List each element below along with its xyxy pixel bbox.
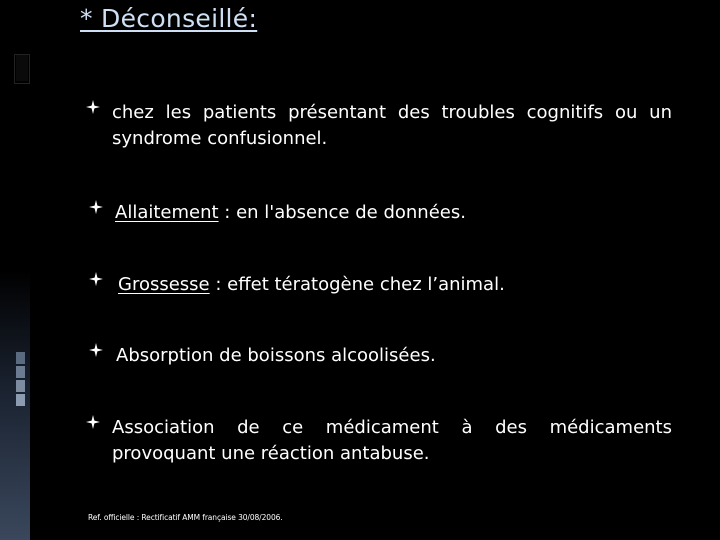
strip-block-1 bbox=[16, 352, 25, 364]
bullet-underlined-term: Allaitement bbox=[115, 202, 219, 223]
four-point-star-icon bbox=[86, 100, 100, 114]
strip-block-3 bbox=[16, 380, 25, 392]
four-point-star-icon bbox=[86, 415, 100, 429]
four-point-star-icon bbox=[89, 200, 103, 214]
bullet-breastfeeding bbox=[115, 200, 675, 226]
four-point-star-icon bbox=[89, 343, 103, 357]
bullet-cognitive-troubles bbox=[112, 100, 672, 152]
bullet-text: : en l'absence de données. bbox=[218, 202, 466, 223]
slide-title: * Déconseillé: bbox=[80, 4, 258, 33]
bullet-text: : effet tératogène chez l’animal. bbox=[209, 274, 505, 295]
reference-footnote: Ref. officielle : Rectificatif AMM française 30/08/2006. bbox=[88, 513, 283, 522]
bullet-text: Association de ce médicament à des médicaments provoquant une réaction antabuse. bbox=[112, 417, 672, 464]
bullet-antabuse bbox=[112, 415, 672, 467]
strip-block-4 bbox=[16, 394, 25, 406]
bullet-text: Absorption de boissons alcoolisées. bbox=[116, 345, 436, 366]
bullet-alcohol bbox=[116, 343, 676, 369]
left-decorative-strip bbox=[0, 0, 30, 540]
strip-block-2 bbox=[16, 366, 25, 378]
bullet-pregnancy bbox=[118, 272, 678, 298]
four-point-star-icon bbox=[89, 272, 103, 286]
bullet-text: chez les patients présentant des troubles cognitifs ou un syndrome confusionnel. bbox=[112, 102, 672, 149]
strip-block-dark bbox=[16, 55, 28, 81]
bullet-underlined-term: Grossesse bbox=[118, 274, 210, 295]
